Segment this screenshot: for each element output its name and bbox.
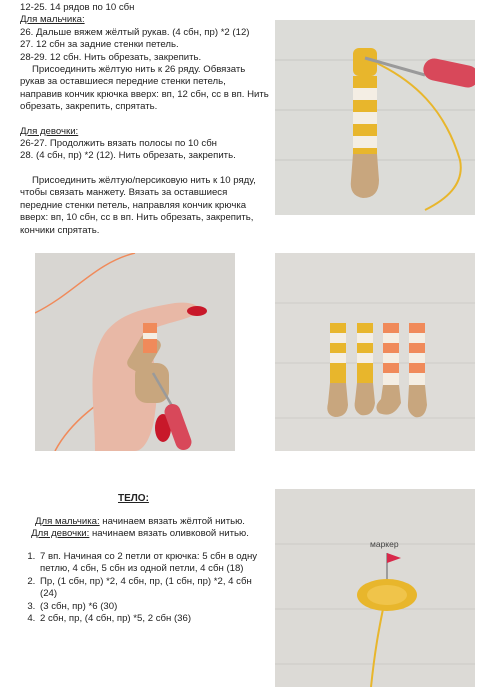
marker-label: маркер: [370, 539, 399, 549]
body-boy-text: начинаем вязать жёлтой нитью.: [99, 516, 245, 527]
boy-line-27: 27. 12 сбн за задние стенки петель.: [20, 39, 179, 51]
step-item-2: 2. Пр, (1 сбн, пр) *2, 4 сбн, пр, (1 сбн, пр) *2, 4 сбн (24): [38, 576, 260, 601]
photo-hand-holding-arm: [35, 253, 235, 451]
girl-line-28: 28. (4 сбн, пр) *2 (12). Нить обрезать, закрепить.: [20, 150, 236, 162]
body-girl-text: начинаем вязать оливковой нитью.: [89, 528, 249, 540]
top-text-block: [20, 2, 270, 237]
rows-line: 12-25. 14 рядов по 10 сбн: [20, 2, 135, 13]
body-girl-label: Для девочки:: [31, 528, 90, 540]
boy-line-26: 26. Дальше вяжем жёлтый рукав. (4 сбн, пр) *2 (12): [20, 26, 250, 38]
body-intro: [20, 516, 260, 541]
body-steps: [20, 551, 260, 625]
step-item-1: 1. 7 вп. Начиная со 2 петли от крючка: 5 сбн в одну петлю, 4 сбн, 5 сбн из одной петли, 4 сбн (18): [38, 551, 260, 576]
photo-four-arms: [275, 253, 475, 451]
step-item-3: 3. (3 сбн, пр) *6 (30): [38, 601, 260, 613]
boy-line-28: 28-29. 12 сбн. Нить обрезать, закрепить.: [20, 51, 202, 63]
girl-line-26: 26-27. Продолжить вязать полосы по 10 сбн: [20, 138, 217, 150]
boy-heading: Для мальчика:: [20, 14, 85, 26]
girl-heading: Для девочки:: [20, 125, 79, 137]
body-title: ТЕЛО:: [118, 493, 149, 504]
girl-paragraph: Присоединить жёлтую/персиковую нить к 10 ряду, чтобы связать манжету. Вязать за оставшиеся передние стенки петель, направляя кончик крючка вверх: вп, 10 сбн, сс в вп. Нить обрезать, закрепить, кончики спрятать.: [20, 174, 256, 236]
step-item-4: 4. 2 сбн, пр, (4 сбн, пр) *5, 2 сбн (36): [38, 613, 260, 625]
boy-paragraph: Присоединить жёлтую нить к 26 ряду. Обвязать рукав за оставшиеся передние стенки петель, направив кончик крючка вверх: вп, 12 сбн, сс в вп. Нить обрезать, закрепить, спрятать.: [20, 64, 269, 113]
body-boy-label: Для мальчика:: [35, 516, 100, 527]
photo-arm-with-hook: [275, 20, 475, 215]
photo-body-start-marker: [275, 489, 475, 687]
